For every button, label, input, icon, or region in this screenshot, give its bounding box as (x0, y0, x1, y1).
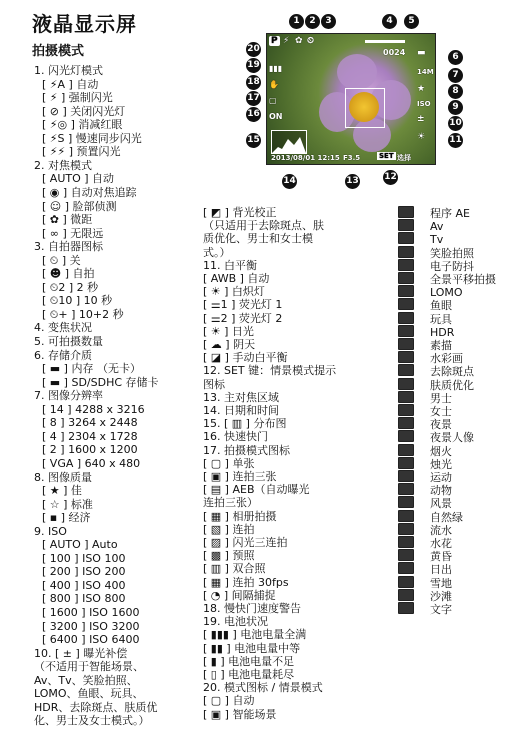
scene-label: 文字 (430, 603, 452, 616)
scene-mode-item (398, 246, 474, 260)
scene-icon (398, 470, 414, 482)
list-item: [ ⚌2 ] 荧光灯 2 (203, 311, 283, 325)
scene-mode-item (398, 589, 452, 603)
mode-icon: P (271, 36, 278, 46)
scene-label: 玩具 (430, 312, 452, 326)
set-key-label: SET (379, 152, 394, 160)
scene-icon (398, 338, 414, 350)
scene-mode-item (398, 417, 452, 431)
list-item: [ ▣ ] 智能场景 (203, 707, 277, 721)
callout-12: 12 (383, 170, 398, 185)
list-item: 3. 自拍器图标 (34, 240, 103, 254)
scene-label: 素描 (430, 339, 452, 352)
list-item: [ ▨ ] 闪光三连拍 (203, 536, 288, 549)
exposure-icon: ± (417, 114, 425, 124)
scene-label: 去除斑点 (430, 365, 474, 379)
scene-mode-item (398, 378, 474, 392)
callout-13: 13 (345, 174, 360, 189)
scene-mode-item (398, 351, 463, 365)
scene-mode-item (398, 338, 452, 352)
scene-mode-item (398, 272, 496, 286)
scene-icon (398, 536, 414, 548)
scene-label: 电子防抖 (430, 259, 474, 273)
list-item: [ ⏲+ ] 10+2 秒 (42, 307, 124, 321)
list-item: 图标 (203, 377, 225, 391)
scene-icon (398, 259, 414, 271)
list-item: [ 200 ] ISO 200 (42, 565, 126, 579)
list-item: （只适用于去除斑点、肤 (203, 219, 324, 233)
list-item: [ ★ ] 佳 (42, 484, 82, 498)
list-item: [ ⊘ ] 关闭闪光灯 (42, 104, 126, 118)
scene-label: 流水 (430, 523, 452, 537)
list-item: 16. 快速快门 (203, 430, 268, 444)
list-item: [ 6400 ] ISO 6400 (42, 633, 140, 647)
list-item: [ 100 ] ISO 100 (42, 551, 126, 565)
page-title: 液晶显示屏 (32, 12, 137, 36)
list-item: HDR、去除斑点、肤质优 (34, 700, 158, 714)
list-item: [ 2 ] 1600 x 1200 (42, 443, 138, 457)
list-item: 7. 图像分辨率 (34, 389, 103, 403)
list-item: LOMO、鱼眼、玩具、 (34, 687, 144, 701)
list-item: [ ☀ ] 日光 (203, 324, 254, 338)
list-item: 8. 图像质量 (34, 470, 92, 484)
callout-6: 6 (448, 50, 463, 65)
callout-10: 10 (448, 116, 463, 131)
list-item: [ 8 ] 3264 x 2448 (42, 416, 138, 430)
slow-shutter-icon: ✋ (269, 80, 279, 89)
shot-counter: 0024 (383, 48, 406, 57)
scene-label: 自然绿 (430, 510, 463, 524)
callout-2: 2 (305, 14, 320, 29)
list-item: [ VGA ] 640 x 480 (42, 456, 141, 470)
scene-mode-item (398, 298, 452, 312)
callout-14: 14 (282, 174, 297, 189)
callout-20: 20 (246, 42, 261, 57)
drive-mode-icon: ▢ (269, 96, 277, 105)
list-item: [ AUTO ] 自动 (42, 172, 115, 186)
list-item: 6. 存储介质 (34, 348, 92, 362)
scene-label: 全景平移拍摄 (430, 273, 496, 286)
list-item: （不适用于智能场景、 (34, 660, 144, 674)
scene-label: 夜景 (430, 418, 452, 432)
scene-icon (398, 576, 414, 588)
scene-icon (398, 364, 414, 376)
list-item: [ 14 ] 4288 x 3216 (42, 402, 145, 416)
list-item: [ ◉ ] 自动对焦追踪 (42, 185, 137, 199)
list-item: [ ⏲10 ] 10 秒 (42, 294, 113, 308)
list-item: [ ▧ ] 连拍 (203, 522, 255, 536)
battery-icon: ▮▮▮ (269, 64, 283, 73)
scene-label: 水花 (430, 537, 452, 550)
scene-icon (398, 206, 414, 218)
scene-icon (398, 272, 414, 284)
scene-icon (398, 589, 414, 601)
callout-3: 3 (321, 14, 336, 29)
list-item: [ ☀ ] 白炽灯 (203, 285, 265, 299)
list-item: 式。） (203, 245, 231, 259)
scene-label: 动物 (430, 484, 452, 498)
scene-mode-item (398, 470, 452, 484)
callout-8: 8 (448, 84, 463, 99)
zoom-bar (365, 40, 405, 43)
scene-label: 运动 (430, 471, 452, 484)
scene-icon (398, 298, 414, 310)
list-item: [ ☺ ] 脸部侦测 (42, 199, 117, 213)
list-item: [ ▯ ] 电池电量耗尽 (203, 668, 295, 681)
list-item: 2. 对焦模式 (34, 158, 92, 172)
list-item: [ ▤ ] AEB（自动曝光 (203, 483, 310, 497)
scene-label: 女士 (430, 405, 452, 418)
date-time: 2013/08/01 12:15 (271, 154, 340, 162)
section-title: 拍摄模式 (32, 44, 85, 59)
scene-label: 笑脸拍照 (430, 246, 474, 260)
fast-shutter-icon: ON (269, 112, 283, 121)
list-item: 12. SET 键：情景模式提示 (203, 364, 337, 378)
set-key-value: 选择 (397, 154, 411, 162)
scene-mode-item (398, 576, 452, 590)
list-item: [ ⏲2 ] 2 秒 (42, 280, 99, 294)
scene-label: 男士 (430, 391, 452, 405)
scene-label: 程序 AE (430, 207, 470, 220)
memory-icon: ▬ (417, 48, 426, 58)
scene-label: 沙滩 (430, 589, 452, 603)
scene-mode-item (398, 602, 452, 616)
histogram-graph (272, 131, 306, 153)
scene-icon (398, 219, 414, 231)
scene-mode-item (398, 444, 452, 458)
list-item: [ ∞ ] 无限远 (42, 226, 104, 240)
callout-15: 15 (246, 133, 261, 148)
list-item: 10. [ ± ] 曝光补偿 (34, 646, 128, 660)
scene-icon (398, 483, 414, 495)
scene-mode-item (398, 430, 474, 444)
scene-icon (398, 444, 414, 456)
list-item: [ AUTO ] Auto (42, 538, 118, 552)
scene-label: HDR (430, 325, 455, 339)
aperture-value: F3.5 (343, 154, 361, 162)
scene-label: LOMO (430, 286, 463, 300)
scene-mode-item (398, 325, 454, 339)
callout-17: 17 (246, 91, 261, 106)
scene-mode-item (398, 510, 463, 524)
callout-9: 9 (448, 100, 463, 115)
list-item: 11. 白平衡 (203, 258, 257, 272)
scene-icon (398, 246, 414, 258)
scene-icon (398, 378, 414, 390)
scene-icon (398, 285, 414, 297)
list-item: [ ▦ ] 相册拍摄 (203, 509, 277, 523)
list-item: [ ⚡ ] 强制闪光 (42, 91, 113, 105)
macro-icon: ✿ (295, 36, 303, 46)
list-item: [ 400 ] ISO 400 (42, 578, 126, 592)
scene-icon (398, 430, 414, 442)
list-item: [ ▣ ] 连拍三张 (203, 470, 277, 483)
list-item: [ ◔ ] 间隔捕捉 (203, 588, 276, 602)
callout-18: 18 (246, 75, 261, 90)
callout-7: 7 (448, 68, 463, 83)
list-item: [ ☻ ] 自拍 (42, 267, 95, 281)
scene-mode-item (398, 206, 470, 220)
scene-icon (398, 562, 414, 574)
scene-label: 风景 (430, 497, 452, 511)
petal (337, 54, 377, 90)
list-item: 19. 电池状况 (203, 615, 268, 629)
list-item: [ 800 ] ISO 800 (42, 592, 126, 606)
list-item: [ ⚡⚡ ] 预置闪光 (42, 145, 121, 159)
callout-5: 5 (404, 14, 419, 29)
scene-label: 黄昏 (430, 550, 452, 564)
scene-icon (398, 457, 414, 469)
scene-label: 水彩画 (430, 352, 463, 366)
list-item: [ ▢ ] 单张 (203, 456, 255, 470)
list-item: 9. ISO (34, 524, 67, 538)
callout-16: 16 (246, 107, 261, 122)
scene-icon (398, 496, 414, 508)
list-item: 质优化、男士和女士模 (203, 232, 313, 246)
callout-19: 19 (246, 58, 261, 73)
list-item: [ ⚌1 ] 荧光灯 1 (203, 298, 283, 312)
list-item: [ ⚡◎ ] 消减红眼 (42, 118, 123, 132)
scene-mode-item (398, 364, 474, 378)
list-item: Av、Tv、笑脸拍照、 (34, 673, 138, 687)
list-item: 15. [ ▥ ] 分布图 (203, 417, 287, 431)
scene-mode-item (398, 232, 443, 246)
list-item: 1. 闪光灯模式 (34, 64, 103, 77)
scene-label: Tv (430, 233, 444, 247)
list-item: 4. 变焦状况 (34, 321, 92, 335)
list-item: [ ▬ ] 内存 （无卡） (42, 362, 141, 376)
scene-mode-item (398, 496, 452, 510)
scene-mode-item (398, 404, 452, 418)
scene-mode-item (398, 549, 452, 563)
list-item: [ ☆ ] 标准 (42, 497, 93, 511)
scene-label: 烟火 (430, 444, 452, 458)
scene-label: Av (430, 220, 444, 234)
list-item: [ 1600 ] ISO 1600 (42, 606, 140, 619)
lcd-screen-illustration (266, 33, 436, 165)
scene-icon (398, 510, 414, 522)
list-item: [ ▥ ] 双合照 (203, 562, 266, 576)
list-item: [ ⚡S ] 慢速同步闪光 (42, 131, 142, 145)
list-item: [ ▮ ] 电池电量不足 (203, 654, 295, 668)
scene-mode-item (398, 259, 474, 273)
quality-icon: ★ (417, 84, 426, 94)
timer-icon: ⏲ (307, 36, 315, 46)
flash-icon: ⚡ (283, 36, 290, 46)
list-item: [ ▢ ] 自动 (203, 694, 255, 708)
list-item: 20. 模式图标 / 情景模式 (203, 681, 323, 695)
scene-label: 鱼眼 (430, 299, 452, 313)
list-item: [ ▮▮ ] 电池电量中等 (203, 641, 301, 655)
scene-label: 夜景人像 (430, 431, 474, 445)
resolution-icon: 14M (417, 68, 434, 76)
list-item: 14. 日期和时间 (203, 404, 279, 417)
list-item: 17. 拍摄模式图标 (203, 443, 290, 457)
list-item: [ ▩ ] 预照 (203, 549, 255, 563)
scene-icon (398, 404, 414, 416)
list-item: [ ◩ ] 背光校正 (203, 206, 277, 219)
callout-4: 4 (382, 14, 397, 29)
callout-11: 11 (448, 133, 463, 148)
scene-mode-item (398, 523, 452, 537)
list-item: 13. 主对焦区域 (203, 390, 279, 404)
scene-mode-item (398, 219, 443, 233)
list-item: [ ☁ ] 阴天 (203, 338, 256, 351)
list-item: 化、男士及女士模式。） (34, 714, 150, 728)
scene-label: 烛光 (430, 457, 452, 471)
list-item: 连拍三张） (203, 496, 258, 510)
scene-mode-item (398, 536, 452, 550)
scene-mode-item (398, 312, 452, 326)
list-item: [ ⚡A ] 自动 (42, 77, 99, 91)
iso-icon: ISO (417, 100, 431, 108)
scene-mode-item (398, 391, 452, 405)
list-item: [ ▦ ] 连拍 30fps (203, 575, 289, 589)
list-item: [ ◪ ] 手动白平衡 (203, 351, 288, 365)
list-item: [ ▮▮▮ ] 电池电量全满 (203, 628, 307, 642)
scene-icon (398, 417, 414, 429)
scene-icon (398, 391, 414, 403)
list-item: 5. 可拍摄数量 (34, 335, 103, 348)
scene-mode-item (398, 562, 452, 576)
scene-mode-item (398, 483, 452, 497)
list-item: [ ✿ ] 微距 (42, 213, 93, 227)
scene-icon (398, 351, 414, 363)
list-item: [ 3200 ] ISO 3200 (42, 619, 140, 633)
scene-label: 肤质优化 (430, 378, 474, 392)
histogram (271, 130, 307, 154)
list-item: [ ▬ ] SD/SDHC 存储卡 (42, 375, 159, 389)
list-item: [ ⏲ ] 关 (42, 253, 81, 267)
callout-1: 1 (289, 14, 304, 29)
scene-label: 雪地 (430, 576, 452, 590)
scene-mode-item (398, 457, 452, 471)
list-item: [ 4 ] 2304 x 1728 (42, 429, 138, 443)
scene-icon (398, 232, 414, 244)
scene-icon (398, 549, 414, 561)
list-item: [ AWB ] 自动 (203, 272, 270, 285)
wb-icon: ☀ (417, 132, 426, 142)
focus-frame (345, 88, 385, 128)
scene-icon (398, 325, 414, 337)
scene-icon (398, 312, 414, 324)
scene-mode-item (398, 285, 463, 299)
scene-icon (398, 523, 414, 535)
scene-label: 日出 (430, 563, 452, 577)
list-item: 18. 慢快门速度警告 (203, 602, 301, 615)
list-item: [ ▪ ] 经济 (42, 511, 91, 525)
scene-icon (398, 602, 414, 614)
